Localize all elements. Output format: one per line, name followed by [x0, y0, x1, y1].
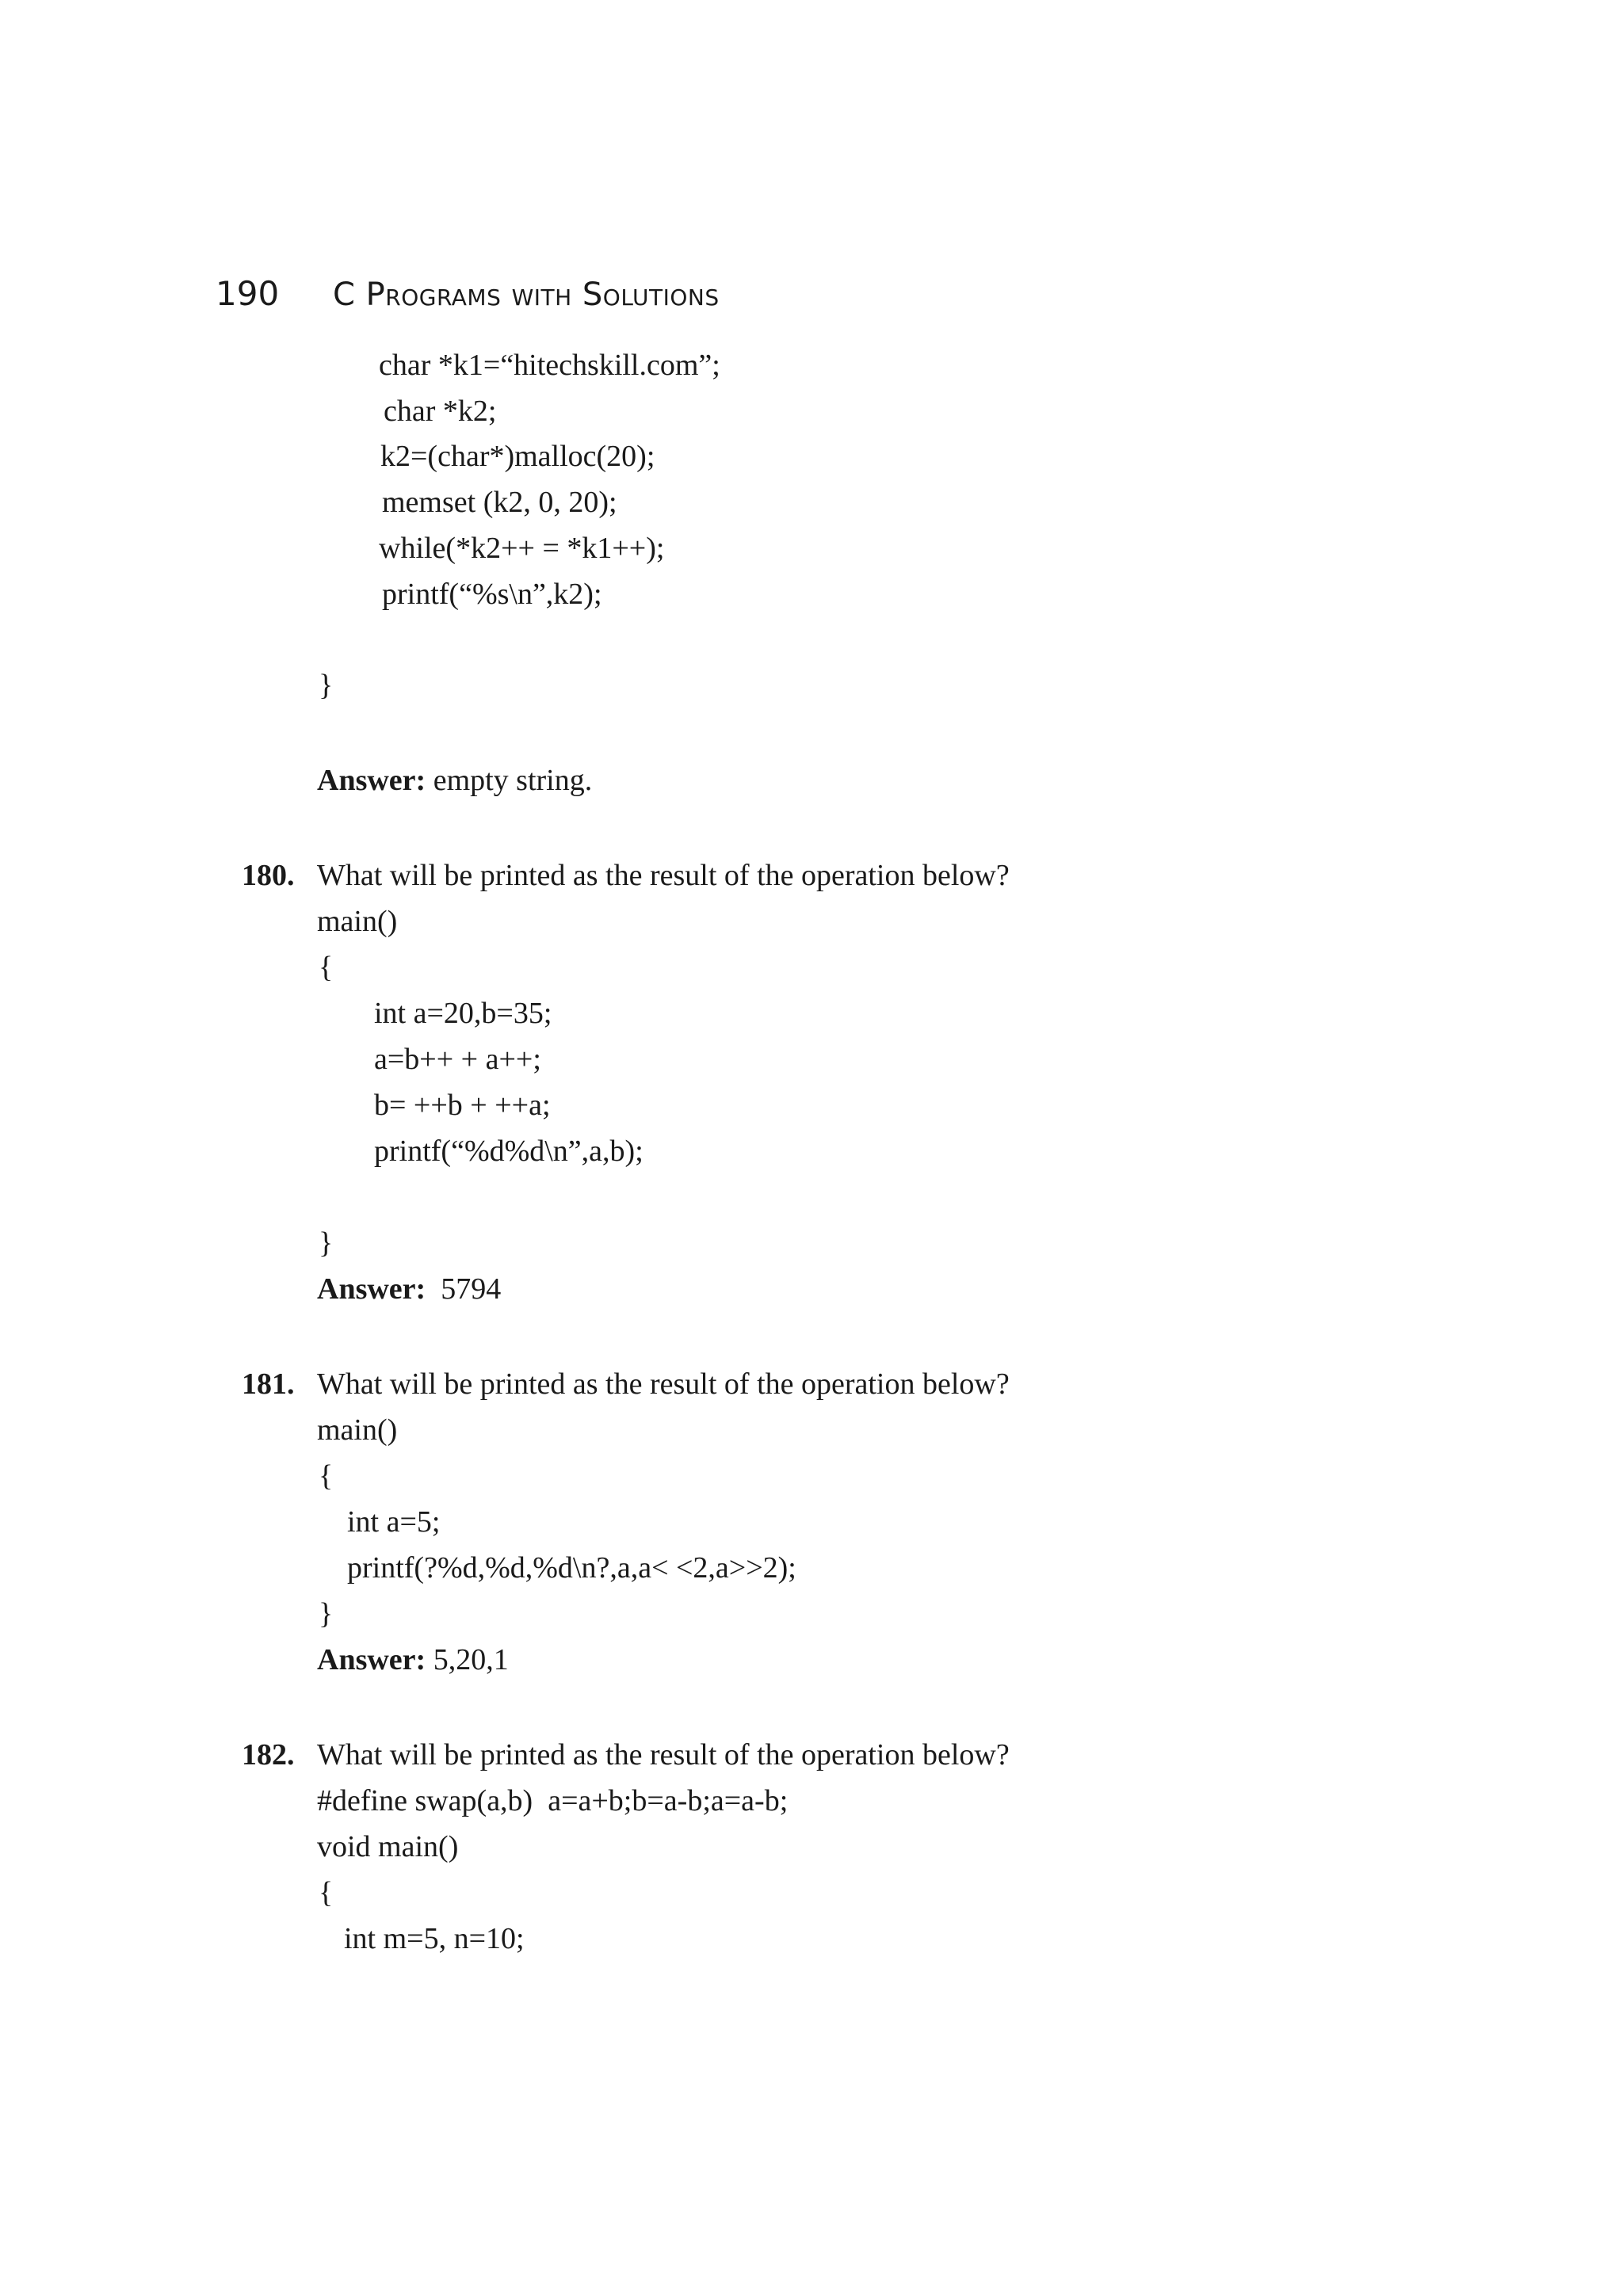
code-line: b= ++b + ++a; [374, 1089, 551, 1122]
code-line: char *k1=“hitechskill.com”; [379, 349, 720, 382]
code-line: main() [317, 905, 398, 938]
close-brace: } [319, 1597, 334, 1630]
question-number: 182. [242, 1738, 295, 1772]
question-number: 181. [242, 1367, 295, 1401]
answer-value: 5794 [441, 1272, 502, 1306]
question-text: What will be printed as the result of the operation below? [317, 1738, 1010, 1772]
code-line: { [319, 1876, 334, 1909]
code-line: printf(“%s\n”,k2); [382, 578, 602, 611]
answer-label: Answer: [317, 1272, 426, 1306]
code-line: printf(“%d%d\n”,a,b); [374, 1135, 643, 1168]
code-line: printf(?%d,%d,%d\n?,a,a< <2,a>>2); [347, 1551, 796, 1585]
answer [317, 1274, 501, 1304]
code-line: { [319, 951, 334, 984]
code-line: int a=20,b=35; [374, 997, 552, 1030]
answer-value: empty string. [433, 764, 593, 797]
page-number: 190 [216, 274, 280, 313]
code-line: a=b++ + a++; [374, 1043, 541, 1076]
question-text: What will be printed as the result of the operation below? [317, 859, 1010, 892]
close-brace: } [319, 1226, 334, 1260]
answer-value: 5,20,1 [433, 1643, 509, 1676]
code-line: while(*k2++ = *k1++); [379, 532, 665, 565]
code-line: memset (k2, 0, 20); [382, 486, 617, 519]
code-line: int a=5; [347, 1505, 441, 1539]
code-line: void main() [317, 1830, 459, 1863]
code-line: int m=5, n=10; [344, 1922, 525, 1955]
question-text: What will be printed as the result of the operation below? [317, 1367, 1010, 1401]
answer-label: Answer: [317, 764, 426, 797]
running-head: C Programs with Solutions [333, 277, 720, 313]
code-line: #define swap(a,b) a=a+b;b=a-b;a=a-b; [317, 1784, 789, 1817]
code-line: { [319, 1459, 334, 1493]
answer [317, 765, 592, 795]
code-line: main() [317, 1413, 398, 1447]
close-brace: } [319, 669, 334, 702]
answer [317, 1645, 509, 1675]
code-line: k2=(char*)malloc(20); [380, 440, 655, 473]
answer-label: Answer: [317, 1643, 426, 1676]
code-line: char *k2; [384, 395, 497, 428]
question-number: 180. [242, 859, 295, 892]
